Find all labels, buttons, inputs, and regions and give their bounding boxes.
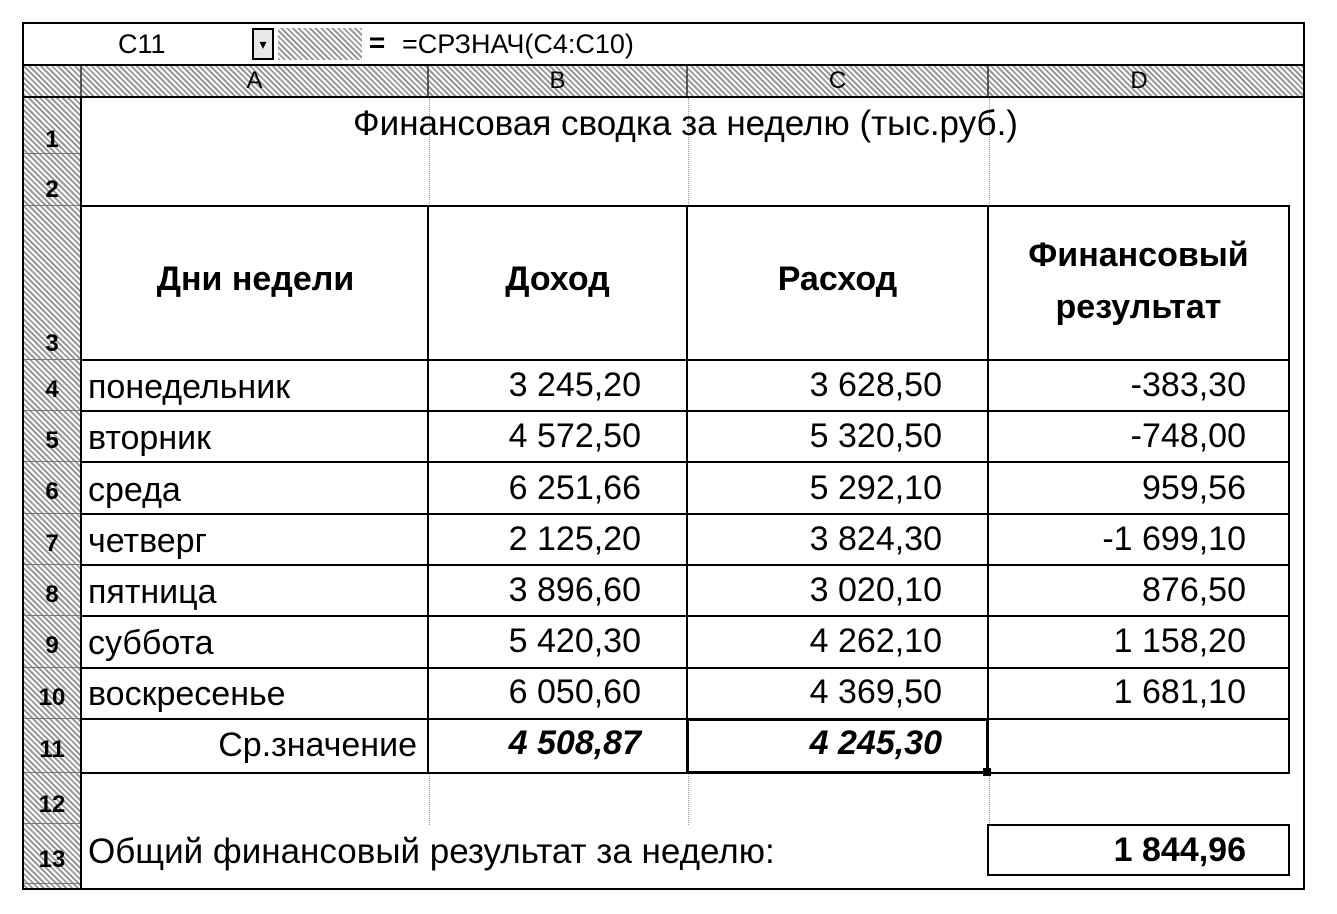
header-income[interactable]: Доход xyxy=(505,260,610,298)
column-header-b[interactable]: B xyxy=(429,66,688,96)
income-cell[interactable]: 5 420,30 xyxy=(508,622,641,660)
result-cell[interactable]: -748,00 xyxy=(1130,417,1246,455)
row-header-4[interactable]: 4 xyxy=(24,360,80,411)
total-label[interactable]: Общий финансовый результат за неделю: xyxy=(88,832,775,871)
row-header-10[interactable]: 10 xyxy=(24,668,80,719)
income-cell[interactable]: 4 572,50 xyxy=(508,417,641,455)
header-expense[interactable]: Расход xyxy=(777,260,898,298)
spreadsheet-window xyxy=(22,22,1305,890)
row-header-13[interactable]: 13 xyxy=(24,824,80,884)
result-cell[interactable]: 1 158,20 xyxy=(1113,622,1246,660)
income-cell[interactable]: 2 125,20 xyxy=(508,520,641,558)
result-cell[interactable]: -383,30 xyxy=(1130,366,1246,404)
result-cell[interactable]: 959,56 xyxy=(1142,469,1246,507)
average-expense[interactable]: 4 245,30 xyxy=(809,724,942,762)
row-header-bar xyxy=(24,98,82,890)
income-cell[interactable]: 3 245,20 xyxy=(508,366,641,404)
income-cell[interactable]: 6 050,60 xyxy=(508,673,641,711)
expense-cell[interactable]: 5 292,10 xyxy=(809,469,942,507)
formula-bar xyxy=(24,24,1303,66)
day-cell[interactable]: четверг xyxy=(88,522,207,560)
select-all-corner[interactable] xyxy=(24,66,82,96)
edit-formula-button[interactable]: = xyxy=(362,28,392,60)
formula-input[interactable]: =СРЗНАЧ(C4:C10) xyxy=(402,29,634,59)
expense-cell[interactable]: 3 628,50 xyxy=(809,366,942,404)
header-result-line1[interactable]: Финансовый xyxy=(1028,236,1249,274)
sheet-title[interactable]: Финансовая сводка за неделю (тыс.руб.) xyxy=(353,104,1018,143)
row-header-7[interactable]: 7 xyxy=(24,514,80,565)
row-header-3[interactable]: 3 xyxy=(24,206,80,360)
expense-cell[interactable]: 4 262,10 xyxy=(809,622,942,660)
average-income[interactable]: 4 508,87 xyxy=(508,724,641,762)
day-cell[interactable]: воскресенье xyxy=(88,675,286,713)
row-header-8[interactable]: 8 xyxy=(24,565,80,616)
day-cell[interactable]: вторник xyxy=(88,419,211,457)
day-cell[interactable]: пятница xyxy=(88,573,217,611)
header-result-line2[interactable]: результат xyxy=(1055,288,1222,326)
fill-handle[interactable] xyxy=(983,768,991,776)
column-header-d[interactable]: D xyxy=(1130,67,1148,94)
name-box[interactable]: C11 xyxy=(118,29,166,59)
day-cell[interactable]: суббота xyxy=(88,624,214,662)
row-header-1[interactable]: 1 xyxy=(24,98,80,154)
column-header-c[interactable]: C xyxy=(688,66,989,96)
income-cell[interactable]: 3 896,60 xyxy=(508,571,641,609)
result-cell[interactable]: 1 681,10 xyxy=(1113,673,1246,711)
expense-cell[interactable]: 4 369,50 xyxy=(809,673,942,711)
row-header-6[interactable]: 6 xyxy=(24,462,80,514)
expense-cell[interactable]: 3 020,10 xyxy=(809,571,942,609)
row-header-9[interactable]: 9 xyxy=(24,616,80,668)
income-cell[interactable]: 6 251,66 xyxy=(508,469,641,507)
expense-cell[interactable]: 3 824,30 xyxy=(809,520,942,558)
expense-cell[interactable]: 5 320,50 xyxy=(809,417,942,455)
day-cell[interactable]: среда xyxy=(88,471,181,509)
name-box-dropdown-button[interactable]: ▾ xyxy=(252,28,274,60)
total-value[interactable]: 1 844,96 xyxy=(1113,831,1246,869)
day-cell[interactable]: понедельник xyxy=(88,368,291,406)
header-days[interactable]: Дни недели xyxy=(156,260,355,298)
row-header-2[interactable]: 2 xyxy=(24,154,80,206)
row-header-11[interactable]: 11 xyxy=(24,719,80,773)
average-label[interactable]: Ср.значение xyxy=(218,726,417,764)
column-header-a[interactable]: A xyxy=(82,66,429,96)
result-cell[interactable]: 876,50 xyxy=(1142,571,1246,609)
row-header-12[interactable]: 12 xyxy=(24,773,80,824)
column-header-bar xyxy=(24,66,1303,98)
result-cell[interactable]: -1 699,10 xyxy=(1102,520,1246,558)
row-header-5[interactable]: 5 xyxy=(24,411,80,462)
